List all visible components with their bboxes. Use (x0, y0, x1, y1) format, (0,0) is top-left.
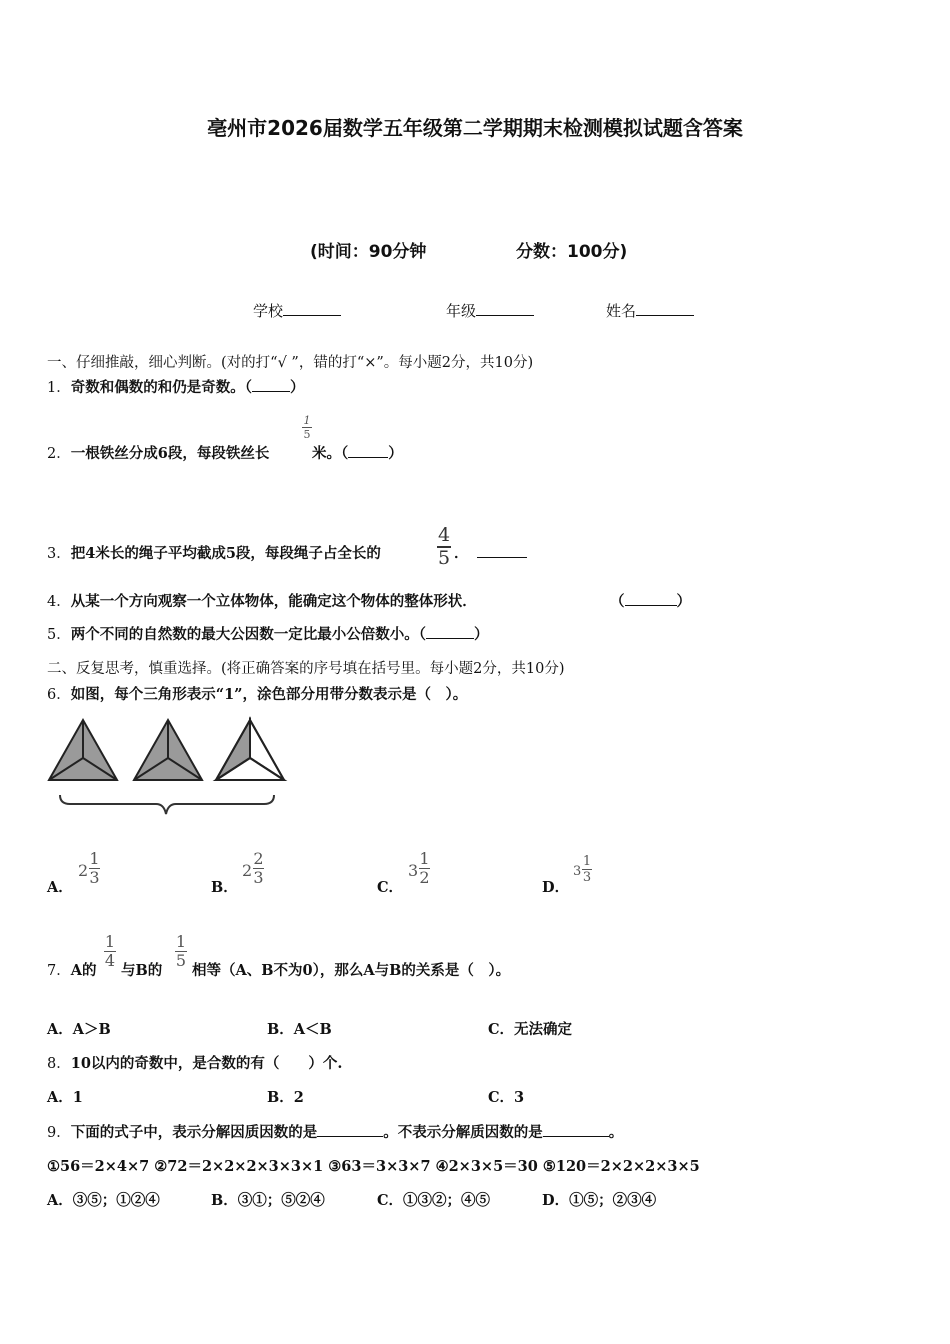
q9-blank-2[interactable] (543, 1122, 609, 1137)
q9-text2: 。不表示分解质因数的是 (383, 1124, 543, 1141)
section1-heading: 一、仔细推敲，细心判断。(对的打“√ ”，错的打“×”。每小题2分，共10分) (47, 355, 534, 371)
q6-option-c-whole: 3 (408, 861, 419, 880)
q8-text: 10以内的奇数中，是合数的有（ ）个. (70, 1055, 343, 1072)
q7-f2-den: 5 (175, 951, 187, 970)
q6-triangles-figure (44, 712, 294, 822)
q4-text: 从某一个方向观察一个立体物体，能确定这个物体的整体形状． (70, 593, 477, 610)
q6-option-c-fraction (419, 851, 430, 886)
q7-option-c[interactable]: C．无法确定 (488, 1021, 573, 1038)
q4-answer-blank[interactable] (625, 591, 677, 606)
q8-number: 8． (47, 1056, 71, 1072)
q2-frac-num: 1 (303, 414, 311, 427)
q6-d-den: 3 (582, 870, 592, 885)
q9-text1: 下面的式子中，表示分解因质因数的是 (70, 1124, 318, 1141)
q6-option-d-label[interactable]: D． (542, 879, 570, 896)
triangle-2 (134, 720, 202, 780)
q6-brace (60, 795, 274, 814)
q8-option-b[interactable]: B．2 (267, 1089, 304, 1106)
triangle-1 (49, 720, 117, 780)
q4-number: 4． (47, 594, 71, 610)
question-3 (47, 542, 381, 563)
question-2-tail (312, 442, 403, 463)
school-field (253, 300, 341, 321)
school-label: 学校 (253, 302, 284, 320)
grade-label: 年级 (446, 302, 477, 320)
q6-b-num: 2 (253, 849, 264, 868)
q3-number: 3． (47, 546, 71, 562)
triangle-3 (216, 720, 284, 780)
q7-text3: 相等（A、B不为0），那么A与B的关系是（ ）。 (192, 962, 511, 979)
question-7-part1 (47, 959, 97, 980)
question-3-tail (454, 542, 527, 563)
q8-option-a[interactable]: A．1 (47, 1089, 83, 1106)
question-6 (47, 683, 467, 704)
q3-frac-num: 4 (437, 524, 451, 546)
q3-frac-den: 5 (437, 547, 451, 569)
q3-fraction (437, 526, 451, 568)
q7-number: 7． (47, 963, 71, 979)
q6-a-den: 3 (89, 868, 100, 887)
q7-f1-num: 1 (104, 932, 116, 951)
section2-heading: 二、反复思考，慎重选择。(将正确答案的序号填在括号里。每小题2分，共10分) (47, 661, 565, 677)
question-2 (47, 442, 269, 463)
exam-time: (时间：90分钟 (310, 242, 427, 262)
name-blank[interactable] (636, 301, 694, 316)
q7-f1-den: 4 (104, 951, 116, 970)
q6-a-num: 1 (89, 849, 100, 868)
question-9 (47, 1121, 623, 1142)
q6-option-d-fraction (582, 855, 592, 884)
q9-text3: 。 (608, 1124, 624, 1141)
q6-b-den: 3 (253, 868, 264, 887)
q6-option-b-label[interactable]: B． (211, 879, 238, 896)
q2-frac-den: 5 (303, 428, 311, 441)
q7-option-b[interactable]: B．A＜B (267, 1021, 332, 1038)
q6-option-d-whole: 3 (573, 864, 582, 879)
q6-d-num: 1 (582, 854, 592, 869)
question-7-part3 (192, 959, 510, 980)
question-7-part2 (121, 959, 162, 980)
name-field (606, 300, 694, 321)
school-blank[interactable] (283, 301, 341, 316)
q2-text2: 米。（ (312, 445, 349, 462)
q6-number: 6． (47, 687, 71, 703)
q4-end: ） (676, 593, 691, 610)
grade-blank[interactable] (476, 301, 534, 316)
q7-fraction-1 (104, 934, 116, 969)
q9-blank-1[interactable] (317, 1122, 383, 1137)
grade-field (446, 300, 534, 321)
q9-expressions: ①56＝2×4×7 ②72＝2×2×2×3×3×1 ③63＝3×3×7 ④2×3×5＝30 ⑤120＝2×2×2×3×5 (47, 1158, 700, 1175)
q9-option-a[interactable]: A．③⑤；①②④ (47, 1192, 160, 1209)
page-title: 亳州市2026届数学五年级第二学期期末检测模拟试题含答案 (207, 116, 743, 140)
q5-answer-blank[interactable] (426, 624, 474, 639)
q7-f2-num: 1 (175, 932, 187, 951)
question-4 (47, 590, 477, 611)
q6-option-c-label[interactable]: C． (377, 879, 404, 896)
q6-option-b-fraction (253, 851, 264, 886)
q5-end: ） (473, 626, 489, 643)
q3-text: 把4米长的绳子平均截成5段，每段绳子占全长的 (70, 545, 381, 562)
q3-end: ． (454, 545, 469, 562)
q6-option-a-fraction (89, 851, 100, 886)
q5-text: 两个不同的自然数的最大公因数一定比最小公倍数小。（ (70, 626, 426, 643)
q2-end: ） (388, 445, 403, 462)
q4-open: （ (610, 593, 625, 610)
q5-number: 5． (47, 627, 71, 643)
q2-text: 一根铁丝分成6段，每段铁丝长 (70, 445, 270, 462)
q3-answer-blank[interactable] (477, 543, 527, 558)
q6-c-den: 2 (419, 868, 430, 887)
q7-fraction-2 (175, 934, 187, 969)
q1-answer-blank[interactable] (252, 377, 290, 392)
q2-fraction (302, 415, 312, 440)
q9-option-d[interactable]: D．①⑤；②③④ (542, 1192, 657, 1209)
q6-c-num: 1 (419, 849, 430, 868)
q6-option-a-label[interactable]: A． (47, 879, 73, 896)
q6-option-a-whole: 2 (78, 861, 89, 880)
question-1 (47, 376, 304, 397)
q6-text: 如图，每个三角形表示“1”，涂色部分用带分数表示是（ ）。 (70, 686, 468, 703)
q7-text2: 与B的 (121, 962, 163, 979)
q1-text: 奇数和偶数的和仍是奇数。（ (70, 379, 252, 396)
q1-end: ） (289, 379, 305, 396)
q7-option-a[interactable]: A．A＞B (47, 1021, 111, 1038)
q9-number: 9． (47, 1125, 71, 1141)
exam-score: 分数：100分) (516, 242, 628, 262)
q8-option-c[interactable]: C．3 (488, 1089, 525, 1106)
q6-option-b-whole: 2 (242, 861, 253, 880)
q7-text1: A的 (70, 962, 97, 979)
q2-number: 2． (47, 446, 71, 462)
question-5 (47, 623, 488, 644)
question-8 (47, 1052, 342, 1073)
name-label: 姓名 (606, 302, 637, 320)
q1-number: 1． (47, 380, 71, 396)
q2-answer-blank[interactable] (348, 443, 388, 458)
q9-option-b[interactable]: B．③①；⑤②④ (211, 1192, 325, 1209)
q9-option-c[interactable]: C．①③②；④⑤ (377, 1192, 491, 1209)
question-4-answer (610, 590, 691, 611)
